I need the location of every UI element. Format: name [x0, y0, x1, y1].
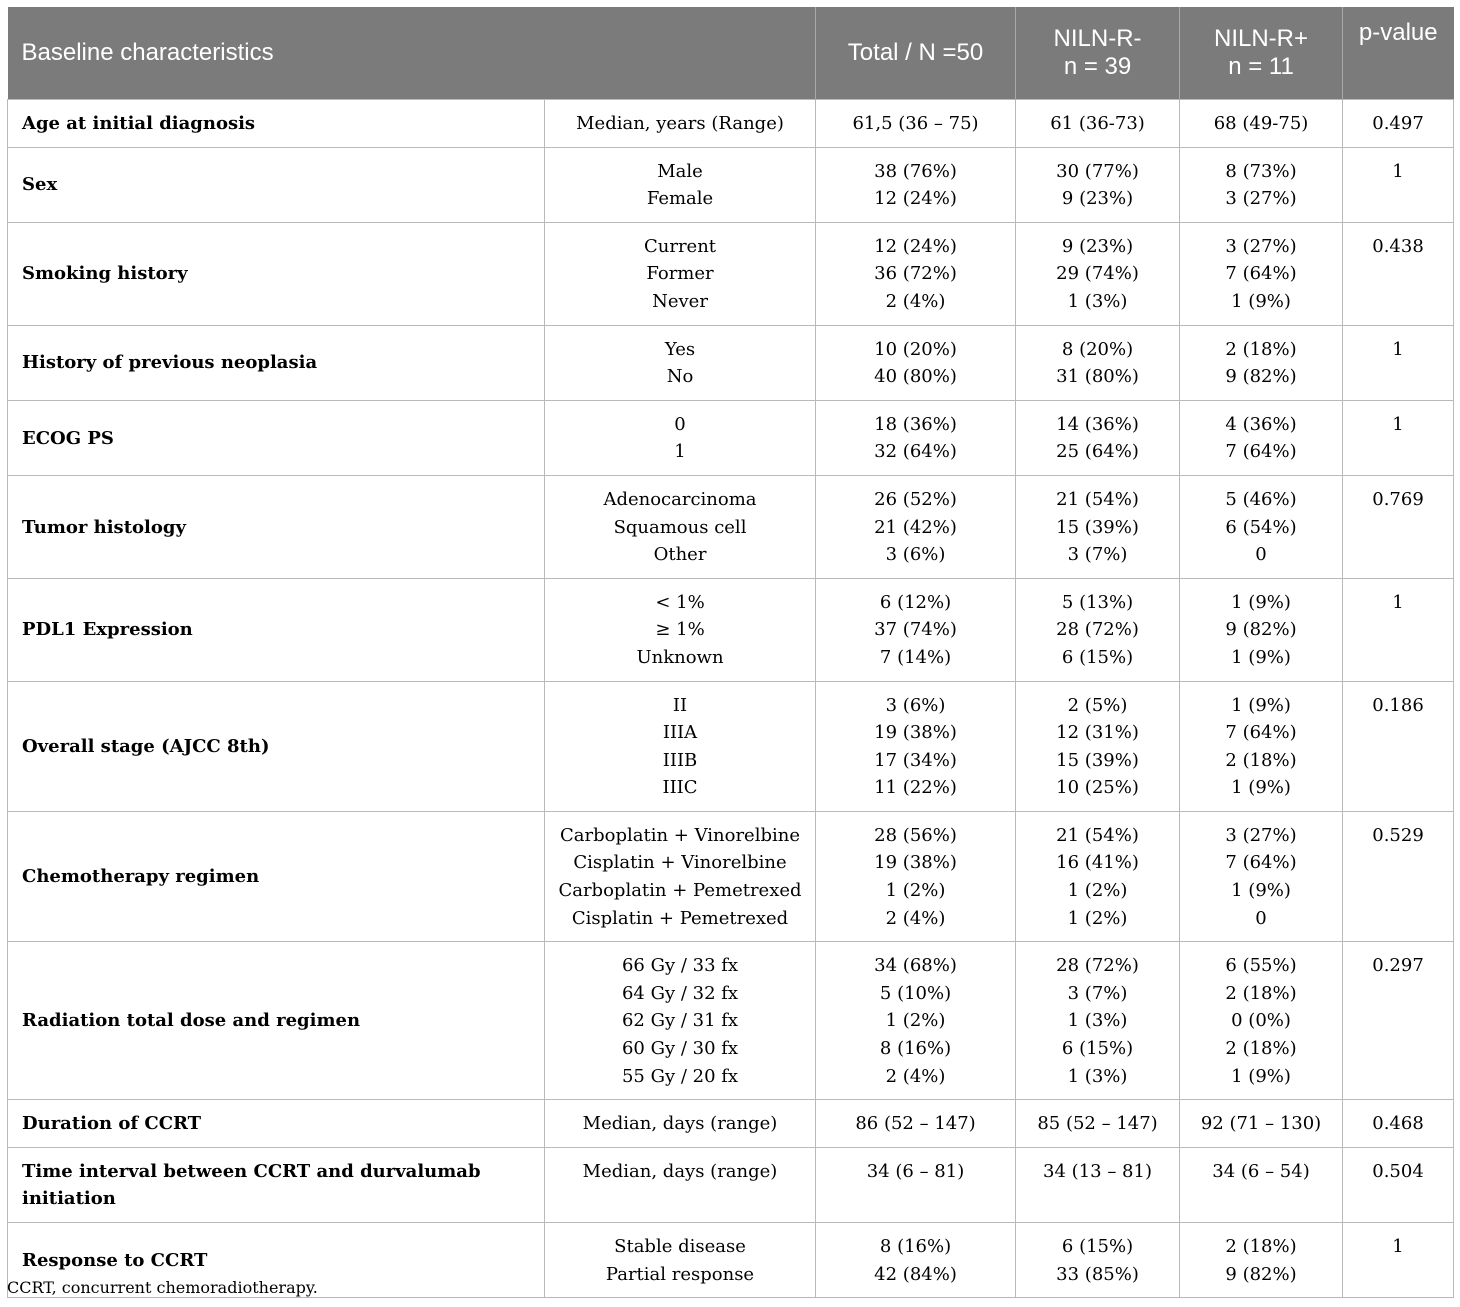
table-row [8, 475, 1454, 578]
category-value: Female [646, 188, 714, 210]
niln-r-positive-value: 7 (64%) [1225, 852, 1297, 874]
niln-r-negative-value: 28 (72%) [1056, 955, 1139, 977]
total-value: 12 (24%) [874, 188, 957, 210]
niln-r-positive-value: 9 (82%) [1225, 619, 1297, 641]
row-niln-r-negative-cell [1016, 1223, 1180, 1298]
category-value: IIIB [662, 749, 698, 771]
niln-r-positive-value: 92 (71 – 130) [1200, 1113, 1322, 1135]
category-value: Yes [664, 338, 696, 360]
row-category-cell [545, 942, 816, 1100]
row-niln-r-positive-cell [1180, 147, 1343, 222]
row-niln-r-negative-cell [1016, 1147, 1180, 1222]
category-value: II [672, 694, 688, 716]
row-niln-r-positive-cell [1180, 681, 1343, 811]
table-row [8, 942, 1454, 1100]
total-value: 28 (56%) [874, 824, 957, 846]
header-niln-r-negative-line1: NILN-R- [1053, 25, 1142, 52]
niln-r-negative-value: 1 (2%) [1067, 880, 1128, 902]
niln-r-positive-value: 2 (18%) [1225, 338, 1297, 360]
table-row [8, 325, 1454, 400]
niln-r-negative-value: 15 (39%) [1056, 516, 1139, 538]
row-p-value: 0.186 [1343, 681, 1454, 811]
row-label: History of previous neoplasia [8, 325, 545, 400]
niln-r-positive-value: 2 (18%) [1225, 1038, 1297, 1060]
row-label: Tumor histology [8, 475, 545, 578]
total-value: 21 (42%) [874, 516, 957, 538]
category-value: 55 Gy / 20 fx [621, 1065, 739, 1087]
header-niln-r-positive [1180, 7, 1343, 100]
total-value: 8 (16%) [879, 1038, 952, 1060]
niln-r-negative-value: 8 (20%) [1061, 338, 1134, 360]
row-label: Radiation total dose and regimen [8, 942, 545, 1100]
niln-r-negative-value: 3 (7%) [1067, 544, 1128, 566]
category-value: Never [652, 290, 708, 312]
category-value: Male [657, 160, 703, 182]
niln-r-negative-value: 9 (23%) [1061, 188, 1134, 210]
row-label: Duration of CCRT [8, 1100, 545, 1148]
row-p-value: 0.468 [1343, 1100, 1454, 1148]
table-header-row [8, 7, 1454, 100]
row-niln-r-positive-cell [1180, 811, 1343, 941]
table-row [8, 147, 1454, 222]
row-niln-r-negative-cell [1016, 400, 1180, 475]
total-value: 42 (84%) [874, 1263, 957, 1285]
row-niln-r-negative-cell [1016, 147, 1180, 222]
row-category-cell [545, 681, 816, 811]
row-p-value: 0.497 [1343, 100, 1454, 148]
table-row [8, 1100, 1454, 1148]
niln-r-positive-value: 0 (0%) [1231, 1010, 1291, 1032]
total-value: 2 (4%) [885, 907, 946, 929]
category-value: IIIC [662, 777, 698, 799]
row-category-cell [545, 147, 816, 222]
category-value: Adenocarcinoma [603, 488, 757, 510]
row-label: Smoking history [8, 222, 545, 325]
niln-r-negative-value: 1 (3%) [1067, 290, 1128, 312]
category-value: Squamous cell [613, 516, 747, 538]
row-p-value: 0.438 [1343, 222, 1454, 325]
row-niln-r-negative-cell [1016, 100, 1180, 148]
row-niln-r-positive-cell [1180, 942, 1343, 1100]
row-niln-r-positive-cell [1180, 475, 1343, 578]
total-value: 6 (12%) [879, 591, 952, 613]
total-value: 7 (14%) [879, 646, 952, 668]
row-total-cell [816, 1100, 1016, 1148]
category-value: No [666, 366, 694, 388]
total-value: 19 (38%) [874, 852, 957, 874]
row-total-cell [816, 325, 1016, 400]
row-niln-r-positive-cell [1180, 1147, 1343, 1222]
niln-r-negative-value: 3 (7%) [1067, 982, 1128, 1004]
row-label: Chemotherapy regimen [8, 811, 545, 941]
niln-r-positive-value: 0 [1255, 907, 1267, 929]
row-p-value: 1 [1343, 578, 1454, 681]
niln-r-positive-value: 0 [1255, 544, 1267, 566]
total-value: 1 (2%) [885, 880, 946, 902]
row-category-cell [545, 100, 816, 148]
row-category-cell [545, 1100, 816, 1148]
row-category-cell [545, 400, 816, 475]
niln-r-positive-value: 9 (82%) [1225, 1263, 1297, 1285]
niln-r-negative-value: 85 (52 – 147) [1037, 1113, 1158, 1135]
total-value: 2 (4%) [885, 290, 946, 312]
row-niln-r-negative-cell [1016, 325, 1180, 400]
niln-r-positive-value: 3 (27%) [1225, 824, 1297, 846]
niln-r-positive-value: 68 (49-75) [1213, 113, 1309, 134]
niln-r-negative-value: 5 (13%) [1061, 591, 1134, 613]
total-value: 38 (76%) [874, 160, 957, 182]
row-label: Sex [8, 147, 545, 222]
row-total-cell [816, 942, 1016, 1100]
niln-r-negative-value: 12 (31%) [1056, 722, 1139, 744]
category-value: 60 Gy / 30 fx [621, 1038, 739, 1060]
row-p-value: 0.769 [1343, 475, 1454, 578]
niln-r-positive-value: 9 (82%) [1225, 366, 1297, 388]
table-row [8, 681, 1454, 811]
niln-r-positive-value: 6 (54%) [1225, 516, 1297, 538]
row-label: Time interval between CCRT and durvalumab initiation [8, 1147, 545, 1222]
row-p-value: 1 [1343, 400, 1454, 475]
niln-r-negative-value: 29 (74%) [1056, 263, 1139, 285]
row-total-cell [816, 100, 1016, 148]
category-value: Stable disease [614, 1236, 746, 1257]
niln-r-positive-value: 2 (18%) [1225, 1236, 1297, 1257]
niln-r-positive-value: 2 (18%) [1225, 749, 1297, 771]
niln-r-positive-value: 6 (55%) [1225, 955, 1297, 977]
total-value: 10 (20%) [874, 338, 957, 360]
table-row [8, 222, 1454, 325]
category-value: Former [646, 263, 714, 285]
category-value: 1 [674, 441, 686, 463]
category-value: 66 Gy / 33 fx [621, 955, 739, 977]
table-row [8, 1147, 1454, 1222]
niln-r-negative-value: 34 (13 – 81) [1043, 1160, 1152, 1182]
table-row [8, 811, 1454, 941]
row-label: ECOG PS [8, 400, 545, 475]
total-value: 17 (34%) [874, 749, 957, 771]
niln-r-negative-value: 1 (3%) [1067, 1065, 1128, 1087]
row-label: PDL1 Expression [8, 578, 545, 681]
niln-r-negative-value: 15 (39%) [1056, 749, 1139, 771]
row-niln-r-positive-cell [1180, 100, 1343, 148]
niln-r-negative-value: 6 (15%) [1061, 1236, 1134, 1257]
niln-r-positive-value: 3 (27%) [1225, 235, 1297, 257]
row-p-value: 1 [1343, 1223, 1454, 1298]
total-value: 1 (2%) [885, 1010, 946, 1032]
table-body [8, 100, 1454, 1298]
category-value: Cisplatin + Pemetrexed [571, 907, 789, 929]
total-value: 3 (6%) [885, 694, 946, 716]
table-row [8, 400, 1454, 475]
total-value: 18 (36%) [874, 413, 957, 435]
niln-r-positive-value: 1 (9%) [1231, 880, 1291, 902]
total-value: 12 (24%) [874, 235, 957, 257]
row-niln-r-negative-cell [1016, 222, 1180, 325]
niln-r-negative-value: 1 (2%) [1067, 907, 1128, 929]
category-value: 64 Gy / 32 fx [621, 982, 739, 1004]
row-category-cell [545, 811, 816, 941]
row-total-cell [816, 578, 1016, 681]
niln-r-negative-value: 6 (15%) [1061, 646, 1134, 668]
niln-r-negative-value: 14 (36%) [1056, 413, 1139, 435]
header-niln-r-positive-line1: NILN-R+ [1214, 25, 1309, 52]
niln-r-negative-value: 9 (23%) [1061, 235, 1134, 257]
row-p-value: 1 [1343, 147, 1454, 222]
niln-r-negative-value: 6 (15%) [1061, 1038, 1134, 1060]
header-total: Total / N =50 [816, 7, 1016, 100]
niln-r-negative-value: 16 (41%) [1056, 852, 1139, 874]
category-value: Other [653, 544, 707, 566]
total-value: 34 (6 – 81) [866, 1160, 965, 1182]
category-value: < 1% [655, 591, 705, 613]
total-value: 36 (72%) [874, 263, 957, 285]
row-niln-r-negative-cell [1016, 1100, 1180, 1148]
category-value: Median, days (range) [582, 1160, 778, 1182]
category-value: ≥ 1% [655, 619, 705, 641]
table-footnote: CCRT, concurrent chemoradiotherapy. [7, 1278, 318, 1297]
total-value: 37 (74%) [874, 619, 957, 641]
total-value: 5 (10%) [879, 982, 952, 1004]
niln-r-negative-value: 21 (54%) [1056, 824, 1139, 846]
row-niln-r-positive-cell [1180, 1223, 1343, 1298]
niln-r-negative-value: 21 (54%) [1056, 488, 1139, 510]
total-value: 34 (68%) [874, 955, 957, 977]
category-value: Current [643, 235, 717, 257]
row-total-cell [816, 681, 1016, 811]
niln-r-positive-value: 1 (9%) [1231, 1065, 1291, 1087]
total-value: 2 (4%) [885, 1065, 946, 1087]
niln-r-positive-value: 7 (64%) [1225, 263, 1297, 285]
row-category-cell [545, 578, 816, 681]
row-niln-r-positive-cell [1180, 578, 1343, 681]
row-niln-r-positive-cell [1180, 222, 1343, 325]
total-value: 3 (6%) [885, 544, 946, 566]
niln-r-positive-value: 1 (9%) [1231, 694, 1291, 716]
category-value: Unknown [636, 646, 724, 668]
row-label: Age at initial diagnosis [8, 100, 545, 148]
niln-r-positive-value: 1 (9%) [1231, 777, 1291, 799]
row-niln-r-negative-cell [1016, 475, 1180, 578]
niln-r-positive-value: 1 (9%) [1231, 646, 1291, 668]
row-label: Response to CCRT [8, 1223, 545, 1298]
category-value: IIIA [662, 722, 698, 744]
category-value: Median, years (Range) [576, 113, 784, 134]
niln-r-positive-value: 1 (9%) [1231, 591, 1291, 613]
row-category-cell [545, 222, 816, 325]
niln-r-negative-value: 61 (36-73) [1050, 113, 1145, 134]
niln-r-negative-value: 2 (5%) [1067, 694, 1128, 716]
category-value: Partial response [605, 1263, 755, 1285]
total-value: 8 (16%) [879, 1236, 952, 1257]
category-value: Median, days (range) [582, 1113, 778, 1135]
table-row [8, 100, 1454, 148]
row-category-cell [545, 475, 816, 578]
header-baseline-characteristics: Baseline characteristics [8, 7, 816, 100]
row-total-cell [816, 811, 1016, 941]
row-total-cell [816, 222, 1016, 325]
row-total-cell [816, 1147, 1016, 1222]
niln-r-positive-value: 3 (27%) [1225, 188, 1297, 210]
row-niln-r-positive-cell [1180, 400, 1343, 475]
total-value: 61,5 (36 – 75) [852, 113, 979, 134]
header-niln-r-negative-line2: n = 39 [1063, 53, 1132, 80]
niln-r-negative-value: 33 (85%) [1056, 1263, 1139, 1285]
category-value: Carboplatin + Vinorelbine [560, 824, 800, 846]
row-p-value: 0.297 [1343, 942, 1454, 1100]
row-niln-r-positive-cell [1180, 1100, 1343, 1148]
header-niln-r-negative [1016, 7, 1180, 100]
niln-r-positive-value: 8 (73%) [1225, 160, 1297, 182]
niln-r-positive-value: 1 (9%) [1231, 290, 1291, 312]
baseline-characteristics-table [7, 7, 1454, 1298]
niln-r-negative-value: 30 (77%) [1056, 160, 1139, 182]
row-niln-r-negative-cell [1016, 942, 1180, 1100]
table-row [8, 578, 1454, 681]
row-p-value: 0.529 [1343, 811, 1454, 941]
row-niln-r-negative-cell [1016, 578, 1180, 681]
category-value: Cisplatin + Vinorelbine [573, 852, 787, 874]
header-p-value: p-value [1343, 7, 1454, 100]
row-total-cell [816, 1223, 1016, 1298]
row-category-cell [545, 1147, 816, 1222]
niln-r-negative-value: 10 (25%) [1056, 777, 1139, 799]
total-value: 86 (52 – 147) [855, 1113, 976, 1135]
row-total-cell [816, 475, 1016, 578]
row-total-cell [816, 147, 1016, 222]
niln-r-positive-value: 5 (46%) [1225, 488, 1297, 510]
niln-r-negative-value: 31 (80%) [1056, 366, 1139, 388]
total-value: 11 (22%) [874, 777, 957, 799]
category-value: Carboplatin + Pemetrexed [558, 880, 802, 902]
niln-r-positive-value: 7 (64%) [1225, 441, 1297, 463]
niln-r-negative-value: 28 (72%) [1056, 619, 1139, 641]
niln-r-positive-value: 2 (18%) [1225, 982, 1297, 1004]
total-value: 32 (64%) [874, 441, 957, 463]
row-total-cell [816, 400, 1016, 475]
niln-r-negative-value: 1 (3%) [1067, 1010, 1128, 1032]
category-value: 62 Gy / 31 fx [621, 1010, 739, 1032]
niln-r-positive-value: 4 (36%) [1225, 413, 1297, 435]
niln-r-positive-value: 34 (6 – 54) [1212, 1160, 1310, 1182]
header-niln-r-positive-line2: n = 11 [1228, 53, 1294, 80]
niln-r-positive-value: 7 (64%) [1225, 722, 1297, 744]
total-value: 40 (80%) [874, 366, 957, 388]
row-niln-r-negative-cell [1016, 681, 1180, 811]
row-label: Overall stage (AJCC 8th) [8, 681, 545, 811]
row-category-cell [545, 1223, 816, 1298]
row-p-value: 1 [1343, 325, 1454, 400]
row-p-value: 0.504 [1343, 1147, 1454, 1222]
row-niln-r-negative-cell [1016, 811, 1180, 941]
total-value: 26 (52%) [874, 488, 957, 510]
row-category-cell [545, 325, 816, 400]
niln-r-negative-value: 25 (64%) [1056, 441, 1139, 463]
row-niln-r-positive-cell [1180, 325, 1343, 400]
category-value: 0 [674, 413, 686, 435]
total-value: 19 (38%) [874, 722, 957, 744]
